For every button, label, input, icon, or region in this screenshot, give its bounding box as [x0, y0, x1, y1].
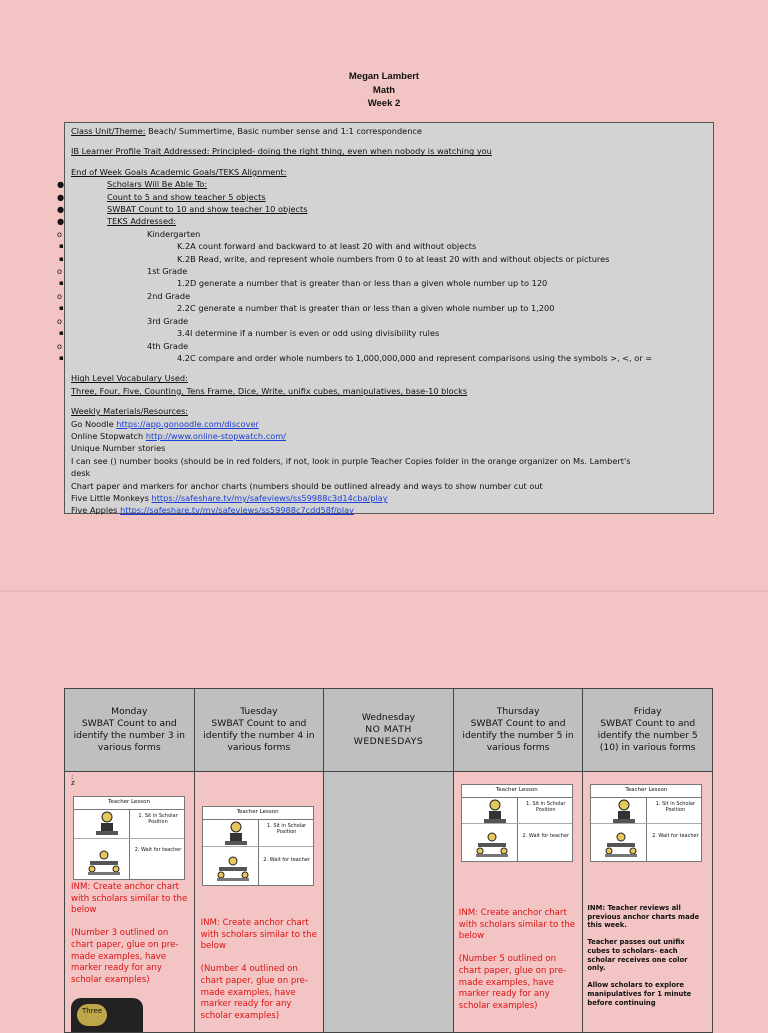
teks-item: 1.2D generate a number that is greater than or less than a given whole number up to 120: [177, 278, 548, 289]
teacher-table-icon: [215, 855, 251, 883]
card-divider: [129, 809, 130, 879]
bullet-item: Scholars Will Be Able To:: [107, 179, 208, 190]
square-bullet-icon: ▪: [59, 279, 64, 288]
stopwatch-label: Online Stopwatch: [71, 430, 146, 441]
lesson-card-title: Teacher Lesson: [625, 787, 668, 793]
three-label: Three: [77, 1004, 107, 1026]
teacher-lesson-card: [202, 806, 314, 886]
lesson-card-title: Teacher Lesson: [236, 809, 279, 815]
day-name: Wednesday: [361, 712, 416, 723]
apples-label: Five Apples: [71, 505, 121, 516]
materials-label: Weekly Materials/Resources:: [71, 406, 189, 417]
teacher-lesson-card: [461, 784, 573, 862]
cell-marker: : z: [71, 773, 75, 787]
bullet-icon: ●: [57, 216, 65, 227]
circle-bullet-icon: o: [57, 315, 63, 326]
bullet-item: SWBAT Count to 10 and show teacher 10 objects: [107, 204, 308, 215]
teacher-name: Megan Lambert: [348, 71, 420, 82]
day-name: Monday: [111, 706, 148, 717]
thursday-header: [453, 689, 583, 772]
lesson-card-title: Teacher Lesson: [107, 799, 150, 805]
scholar-sitting-icon: [480, 799, 510, 825]
unique-number-stories: Unique Number stories: [71, 443, 166, 454]
grade-name: Kindergarten: [147, 228, 201, 239]
card-divider: [258, 819, 259, 885]
lesson-step-1: 1. Sit in Scholar Position: [266, 823, 307, 835]
number-three-image: [71, 998, 143, 1032]
gonoodle-label: Go Noodle: [71, 418, 117, 429]
monkeys-label: Five Little Monkeys: [71, 492, 152, 503]
day-objective: NO MATH WEDNESDAYS: [353, 724, 424, 747]
grade-name: 4th Grade: [147, 340, 189, 351]
scholar-sitting-icon: [221, 821, 251, 847]
monday-body: [65, 772, 195, 1033]
circle-bullet-icon: o: [57, 266, 63, 277]
square-bullet-icon: ▪: [59, 304, 64, 313]
bullet-icon: ●: [57, 179, 65, 190]
square-bullet-icon: ▪: [59, 254, 64, 263]
day-name: Tuesday: [240, 706, 278, 717]
day-objective: SWBAT Count to and identify the number 5 (10) in various forms: [597, 718, 698, 753]
friday-header: [583, 689, 713, 772]
subject: Math: [372, 84, 396, 96]
teks-item: 4.2C compare and order whole numbers to 1,000,000,000 and represent comparisons using the symbols >, <, or =: [177, 352, 653, 363]
day-objective: SWBAT Count to and identify the number 3 in various forms: [73, 718, 185, 753]
number-books-note-cont: desk: [71, 468, 91, 479]
tuesday-body: [194, 772, 324, 1033]
friday-instructions: INM: Teacher reviews all previous anchor charts made this week. Teacher passes out unifix cubes to scholars- each scholar receives one color only. Allow scholars to explore manipulatives for 1 minute before continuing: [587, 904, 700, 1007]
scholar-sitting-icon: [92, 811, 122, 837]
lesson-plan-overview: [57, 122, 714, 516]
square-bullet-icon: ▪: [59, 242, 64, 251]
apples-link[interactable]: https://safeshare.tv/my/safeviews/ss59988c7cdd58f/play: [120, 505, 354, 516]
lesson-step-2: 2. Wait for teacher: [134, 847, 182, 853]
lesson-step-1: 1. Sit in Scholar Position: [655, 801, 696, 813]
goals-label: End of Week Goals Academic Goals/TEKS Alignment:: [71, 166, 287, 177]
card-divider: [591, 823, 701, 824]
lesson-step-1: 1. Sit in Scholar Position: [526, 801, 566, 813]
tuesday-header: [194, 689, 324, 772]
monday-header: [65, 689, 195, 772]
week-label: Week 2: [367, 98, 401, 109]
chart-paper-note: Chart paper and markers for anchor charts (numbers should be outlined already and ways to show number cut out: [71, 480, 543, 491]
teks-item: K.2A count forward and backward to at least 20 with and without objects: [177, 241, 477, 252]
square-bullet-icon: ▪: [59, 353, 64, 362]
teacher-table-icon: [86, 849, 122, 877]
card-divider: [462, 823, 572, 824]
circle-bullet-icon: o: [57, 290, 63, 301]
day-objective: SWBAT Count to and identify the number 5 in various forms: [462, 718, 574, 753]
lesson-step-1: 1. Sit in Scholar Position: [138, 813, 178, 825]
thursday-body: [453, 772, 583, 1033]
weekly-schedule-table: [64, 688, 713, 1033]
teacher-lesson-card: [73, 796, 185, 880]
card-divider: [517, 797, 518, 861]
document-header: [0, 70, 768, 111]
teacher-table-icon: [603, 831, 639, 859]
card-divider: [203, 846, 313, 847]
square-bullet-icon: ▪: [59, 329, 64, 338]
grade-name: 2nd Grade: [147, 290, 191, 301]
bullet-icon: ●: [57, 204, 65, 215]
bullet-item: Count to 5 and show teacher 5 objects: [107, 191, 266, 202]
vocab-label: High Level Vocabulary Used:: [71, 373, 188, 384]
grade-name: 1st Grade: [147, 266, 188, 277]
teks-item: 3.4I determine if a number is even or odd using divisibility rules: [177, 328, 440, 339]
stopwatch-link[interactable]: http://www.online-stopwatch.com/: [145, 430, 286, 441]
teacher-table-icon: [474, 831, 510, 859]
circle-bullet-icon: o: [57, 340, 63, 351]
monkeys-link[interactable]: https://safeshare.tv/my/safeviews/ss59988c3d14cba/play: [151, 492, 388, 503]
ib-trait: IB Learner Profile Trait Addressed: Principled- doing the right thing, even when nobody is watching you: [71, 146, 492, 157]
lesson-card-title: Teacher Lesson: [495, 787, 538, 793]
bullet-icon: ●: [57, 191, 65, 202]
lesson-step-2: 2. Wait for teacher: [263, 857, 310, 863]
wednesday-body: [324, 772, 454, 1033]
teacher-lesson-card: [590, 784, 702, 862]
card-divider: [646, 797, 647, 861]
tuesday-instructions: INM: Create anchor chart with scholars similar to the below (Number 4 outlined on chart paper, glue on pre-made examples, have marker ready for any scholar examples): [200, 918, 317, 1021]
lesson-step-2: 2. Wait for teacher: [652, 833, 699, 839]
thursday-instructions: INM: Create anchor chart with scholars similar to the below (Number 5 outlined on chart paper, glue on pre-made examples, have marker ready for any scholar examples): [458, 908, 576, 1011]
bullet-item: TEKS Addressed:: [107, 216, 176, 227]
day-name: Thursday: [496, 706, 540, 717]
day-name: Friday: [633, 706, 662, 717]
grade-name: 3rd Grade: [147, 315, 189, 326]
unit-value: Beach/ Summertime, Basic number sense and 1:1 correspondence: [145, 126, 422, 136]
card-divider: [74, 838, 184, 839]
lesson-step-2: 2. Wait for teacher: [522, 833, 570, 839]
circle-bullet-icon: o: [57, 228, 63, 239]
page-two: [0, 592, 768, 1024]
unit-label: Class Unit/Theme:: [71, 126, 146, 136]
number-books-note: I can see () number books (should be in red folders, if not, look in purple Teacher Copies folder in the orange organizer on Ms. Lambert's: [71, 455, 631, 466]
scholar-sitting-icon: [609, 799, 639, 825]
day-objective: SWBAT Count to and identify the number 4 in various forms: [203, 718, 315, 753]
gonoodle-link[interactable]: https://app.gonoodle.com/discover: [116, 418, 259, 429]
monday-instructions: INM: Create anchor chart with scholars similar to the below (Number 3 outlined on chart paper, glue on pre-made examples, have marker ready for any scholar examples): [71, 882, 188, 985]
wednesday-header: [324, 689, 454, 772]
teks-item: 2.2C generate a number that is greater than or less than a given whole number up to 1,200: [177, 303, 555, 314]
vocab-list: Three, Four, Five, Counting, Tens Frame, Dice, Write, unifix cubes, manipulatives, base-10 blocks: [71, 385, 468, 396]
teks-item: K.2B Read, write, and represent whole numbers from 0 to at least 20 with and without objects or pictures: [177, 253, 610, 264]
friday-body: [583, 772, 713, 1033]
